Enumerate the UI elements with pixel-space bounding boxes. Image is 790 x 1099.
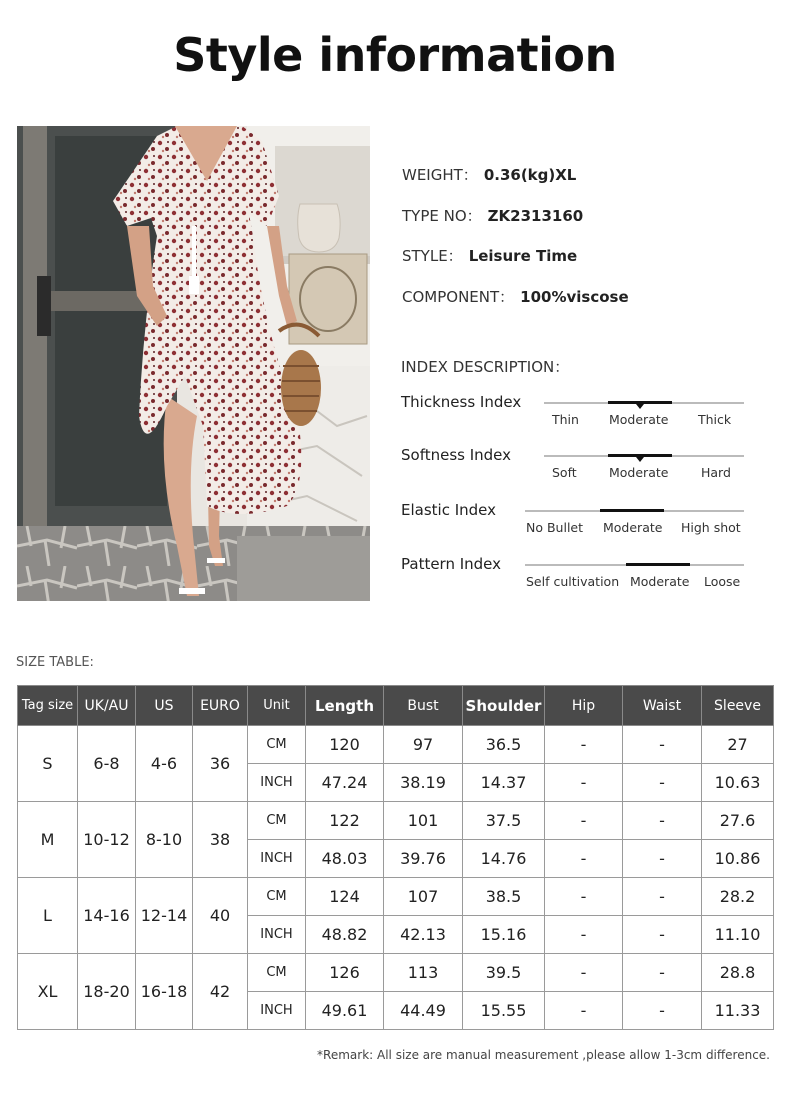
table-row: [18, 878, 774, 916]
index-marker: [626, 563, 690, 566]
waist-cell: -: [623, 802, 702, 840]
euro-cell: 38: [193, 802, 248, 878]
shoulder-cell: 36.5: [463, 726, 545, 764]
table-row: [18, 802, 774, 840]
style-row: [402, 245, 577, 266]
length-cell: 47.24: [306, 764, 384, 802]
index-name: Softness Index: [401, 446, 512, 464]
index-option: Soft: [552, 465, 577, 480]
weight-row: [402, 164, 576, 185]
weight-label: WEIGHT：: [402, 166, 478, 184]
uk-au-cell: 18-20: [78, 954, 136, 1030]
sleeve-cell: 28.8: [702, 954, 774, 992]
unit-cell: CM: [248, 802, 306, 840]
hip-cell: -: [545, 802, 623, 840]
index-option: Thick: [698, 412, 732, 427]
table-row: [18, 954, 774, 992]
remark-note: *Remark: All size are manual measurement ,please allow 1-3cm difference.: [317, 1048, 770, 1062]
index-pointer-icon: [636, 457, 644, 462]
component-row: [402, 286, 629, 307]
euro-cell: 36: [193, 726, 248, 802]
column-header: US: [136, 686, 193, 726]
shoulder-cell: 14.37: [463, 764, 545, 802]
sleeve-cell: 28.2: [702, 878, 774, 916]
column-header: Sleeve: [702, 686, 774, 726]
sleeve-cell: 11.33: [702, 992, 774, 1030]
sleeve-cell: 27: [702, 726, 774, 764]
waist-cell: -: [623, 954, 702, 992]
column-header: Unit: [248, 686, 306, 726]
index-option: Hard: [701, 465, 731, 480]
index-marker: [600, 509, 664, 512]
tag-size-cell: L: [18, 878, 78, 954]
unit-cell: CM: [248, 878, 306, 916]
size-table: [17, 685, 774, 1030]
softness-index: [401, 446, 751, 496]
shoulder-cell: 38.5: [463, 878, 545, 916]
component-value: 100%viscose: [520, 288, 629, 306]
style-label: STYLE：: [402, 247, 463, 265]
hip-cell: -: [545, 954, 623, 992]
shoulder-cell: 39.5: [463, 954, 545, 992]
type-value: ZK2313160: [487, 207, 584, 225]
shoulder-cell: 37.5: [463, 802, 545, 840]
weight-value: 0.36(kg)XL: [483, 166, 577, 184]
sleeve-cell: 10.63: [702, 764, 774, 802]
column-header: Bust: [384, 686, 463, 726]
uk-au-cell: 6-8: [78, 726, 136, 802]
bust-cell: 107: [384, 878, 463, 916]
shoulder-cell: 15.55: [463, 992, 545, 1030]
size-table-label: SIZE TABLE:: [16, 655, 94, 670]
length-cell: 49.61: [306, 992, 384, 1030]
unit-cell: CM: [248, 726, 306, 764]
column-header: Tag size: [18, 686, 78, 726]
component-label: COMPONENT：: [402, 288, 515, 306]
uk-au-cell: 10-12: [78, 802, 136, 878]
waist-cell: -: [623, 878, 702, 916]
style-value: Leisure Time: [468, 247, 578, 265]
unit-cell: INCH: [248, 764, 306, 802]
column-header: Length: [306, 686, 384, 726]
index-name: Elastic Index: [401, 501, 497, 519]
bust-cell: 44.49: [384, 992, 463, 1030]
sleeve-cell: 10.86: [702, 840, 774, 878]
pattern-index: [401, 555, 751, 605]
column-header: Hip: [545, 686, 623, 726]
hip-cell: -: [545, 992, 623, 1030]
waist-cell: -: [623, 992, 702, 1030]
uk-au-cell: 14-16: [78, 878, 136, 954]
thickness-index: [401, 393, 751, 443]
euro-cell: 42: [193, 954, 248, 1030]
hip-cell: -: [545, 840, 623, 878]
bust-cell: 101: [384, 802, 463, 840]
index-pointer-icon: [636, 404, 644, 409]
bust-cell: 39.76: [384, 840, 463, 878]
index-option: Moderate: [603, 520, 663, 535]
waist-cell: -: [623, 726, 702, 764]
tag-size-cell: XL: [18, 954, 78, 1030]
us-cell: 16-18: [136, 954, 193, 1030]
shoulder-cell: 14.76: [463, 840, 545, 878]
length-cell: 124: [306, 878, 384, 916]
column-header: Shoulder: [463, 686, 545, 726]
index-name: Thickness Index: [401, 393, 522, 411]
unit-cell: INCH: [248, 840, 306, 878]
euro-cell: 40: [193, 878, 248, 954]
column-header: UK/AU: [78, 686, 136, 726]
column-header: Waist: [623, 686, 702, 726]
table-row: [18, 726, 774, 764]
sleeve-cell: 27.6: [702, 802, 774, 840]
product-photo: [17, 126, 370, 601]
us-cell: 8-10: [136, 802, 193, 878]
index-option: Moderate: [609, 412, 669, 427]
bust-cell: 42.13: [384, 916, 463, 954]
bust-cell: 113: [384, 954, 463, 992]
unit-cell: CM: [248, 954, 306, 992]
tag-size-cell: M: [18, 802, 78, 878]
length-cell: 122: [306, 802, 384, 840]
bust-cell: 97: [384, 726, 463, 764]
unit-cell: INCH: [248, 916, 306, 954]
length-cell: 48.82: [306, 916, 384, 954]
type-label: TYPE NO：: [402, 207, 482, 225]
column-header: EURO: [193, 686, 248, 726]
index-description-title: INDEX DESCRIPTION：: [401, 358, 570, 376]
page-title: Style information: [173, 28, 617, 82]
index-option: High shot: [681, 520, 741, 535]
us-cell: 12-14: [136, 878, 193, 954]
elastic-index: [401, 501, 751, 551]
index-option: Moderate: [630, 574, 690, 589]
waist-cell: -: [623, 764, 702, 802]
index-option: Self cultivation: [526, 574, 620, 589]
index-option: No Bullet: [526, 520, 584, 535]
tag-size-cell: S: [18, 726, 78, 802]
length-cell: 120: [306, 726, 384, 764]
index-option: Thin: [552, 412, 579, 427]
index-name: Pattern Index: [401, 555, 502, 573]
table-header-row: [18, 686, 774, 726]
us-cell: 4-6: [136, 726, 193, 802]
length-cell: 126: [306, 954, 384, 992]
length-cell: 48.03: [306, 840, 384, 878]
hip-cell: -: [545, 916, 623, 954]
shoulder-cell: 15.16: [463, 916, 545, 954]
hip-cell: -: [545, 726, 623, 764]
hip-cell: -: [545, 878, 623, 916]
waist-cell: -: [623, 916, 702, 954]
sleeve-cell: 11.10: [702, 916, 774, 954]
index-option: Moderate: [609, 465, 669, 480]
index-option: Loose: [704, 574, 741, 589]
type-row: [402, 205, 583, 226]
hip-cell: -: [545, 764, 623, 802]
unit-cell: INCH: [248, 992, 306, 1030]
waist-cell: -: [623, 840, 702, 878]
bust-cell: 38.19: [384, 764, 463, 802]
